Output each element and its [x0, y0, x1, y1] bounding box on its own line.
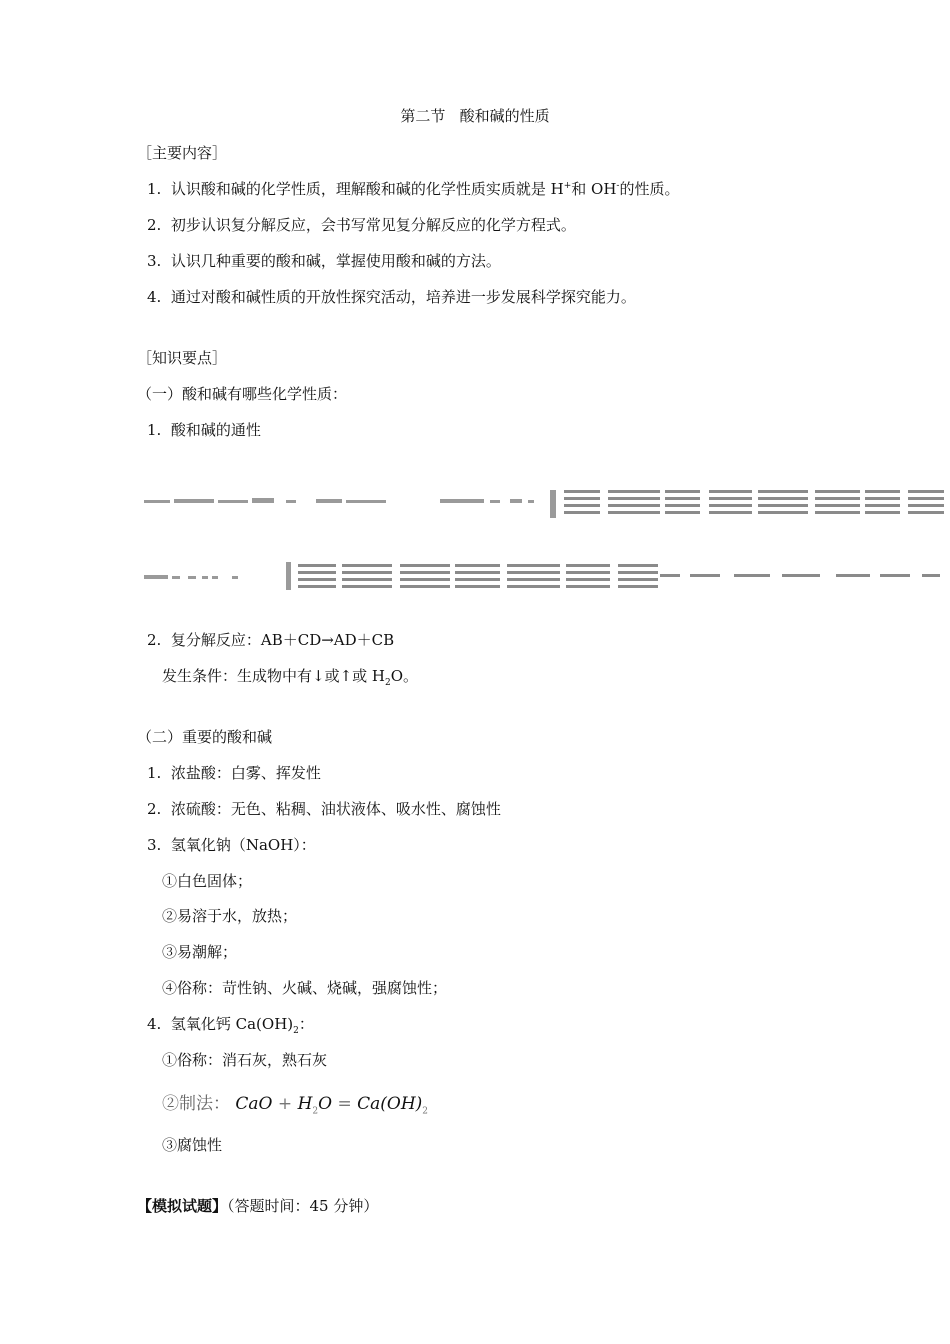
caoh-property-1: ①俗称：消石灰，熟石灰: [162, 1051, 328, 1069]
item-number: 3.: [147, 836, 162, 854]
item-text: ：: [298, 1015, 314, 1033]
item-text: 氢氧化钙 Ca(OH): [170, 1015, 294, 1033]
part2-item-4: [147, 1014, 314, 1034]
caoh-property-2: [162, 1094, 429, 1117]
naoh-property-1: ①白色固体；: [162, 872, 253, 890]
item-number: 4.: [147, 288, 162, 306]
subscript: 2: [312, 1106, 319, 1117]
main-content-item-4: [147, 287, 636, 307]
part1-item-1: [147, 420, 261, 440]
page-title: [0, 106, 950, 126]
item-text: 的性质。: [619, 180, 680, 198]
item-number: 1.: [147, 421, 162, 439]
part2-item-2: [147, 799, 501, 819]
naoh-property-3: ③易潮解；: [162, 943, 238, 961]
item-number: 3.: [147, 252, 162, 270]
item-text: 酸和碱的通性: [170, 421, 261, 439]
item-text: 浓硫酸：无色、粘稠、油状液体、吸水性、腐蚀性: [170, 800, 501, 818]
part1-heading: （一）酸和碱有哪些化学性质：: [137, 385, 348, 403]
superscript-minus: -: [616, 181, 620, 191]
main-content-item-1: [147, 179, 679, 199]
subscript: 2: [293, 1026, 299, 1036]
title-number: 第二节: [400, 107, 446, 125]
naoh-property-2: ②易溶于水，放热；: [162, 907, 298, 925]
formula-term: Ca(OH): [357, 1094, 423, 1114]
item-text: 通过对酸和碱性质的开放性探究活动，培养进一步发展科学探究能力。: [170, 288, 636, 306]
naoh-property-4: ④俗称：苛性钠、火碱、烧碱，强腐蚀性；: [162, 979, 448, 997]
mock-test-label: 【模拟试题】: [137, 1197, 228, 1215]
main-content-item-3: [147, 251, 501, 271]
item-text: 复分解反应：AB＋CD→AD＋CB: [170, 631, 395, 649]
item-number: 2.: [147, 216, 162, 234]
formula-term: CaO: [235, 1094, 273, 1114]
part1-item-2: [147, 630, 394, 650]
preparation-label: ②制法：: [162, 1094, 230, 1114]
item-number: 2.: [147, 800, 162, 818]
condition-text: O。: [390, 667, 419, 685]
part2-item-1: [147, 763, 321, 783]
formula-operator: =: [332, 1094, 358, 1114]
item-number: 1.: [147, 764, 162, 782]
reaction-condition: [162, 666, 418, 686]
garbled-image-region: [140, 484, 950, 596]
title-text: 酸和碱的性质: [459, 107, 550, 125]
formula-term: O: [318, 1094, 333, 1114]
key-points-heading: ［知识要点］: [137, 349, 228, 367]
item-text: 认识几种重要的酸和碱，掌握使用酸和碱的方法。: [170, 252, 501, 270]
chemical-formula: [235, 1094, 429, 1117]
mock-test-note: （答题时间：45 分钟）: [227, 1197, 379, 1215]
superscript-plus: +: [563, 181, 572, 191]
part2-item-3: [147, 835, 316, 855]
part2-heading: （二）重要的酸和碱: [137, 728, 273, 746]
subscript: 2: [422, 1106, 429, 1117]
item-text: 初步认识复分解反应，会书写常见复分解反应的化学方程式。: [170, 216, 576, 234]
formula-term: H: [297, 1094, 313, 1114]
item-number: 1.: [147, 180, 162, 198]
subscript: 2: [385, 678, 391, 688]
formula-operator: +: [272, 1094, 298, 1114]
item-text: 氢氧化钠（NaOH）：: [170, 836, 316, 854]
caoh-property-3: ③腐蚀性: [162, 1136, 223, 1154]
item-text: 认识酸和碱的化学性质，理解酸和碱的化学性质实质就是 H: [170, 180, 564, 198]
item-number: 2.: [147, 631, 162, 649]
item-text: 和 OH: [571, 180, 617, 198]
item-text: 浓盐酸：白雾、挥发性: [170, 764, 321, 782]
main-content-item-2: [147, 215, 576, 235]
item-number: 4.: [147, 1015, 162, 1033]
main-content-heading: ［主要内容］: [137, 144, 228, 162]
mock-test-heading: [137, 1196, 378, 1216]
condition-text: 发生条件：生成物中有↓或↑或 H: [162, 667, 385, 685]
